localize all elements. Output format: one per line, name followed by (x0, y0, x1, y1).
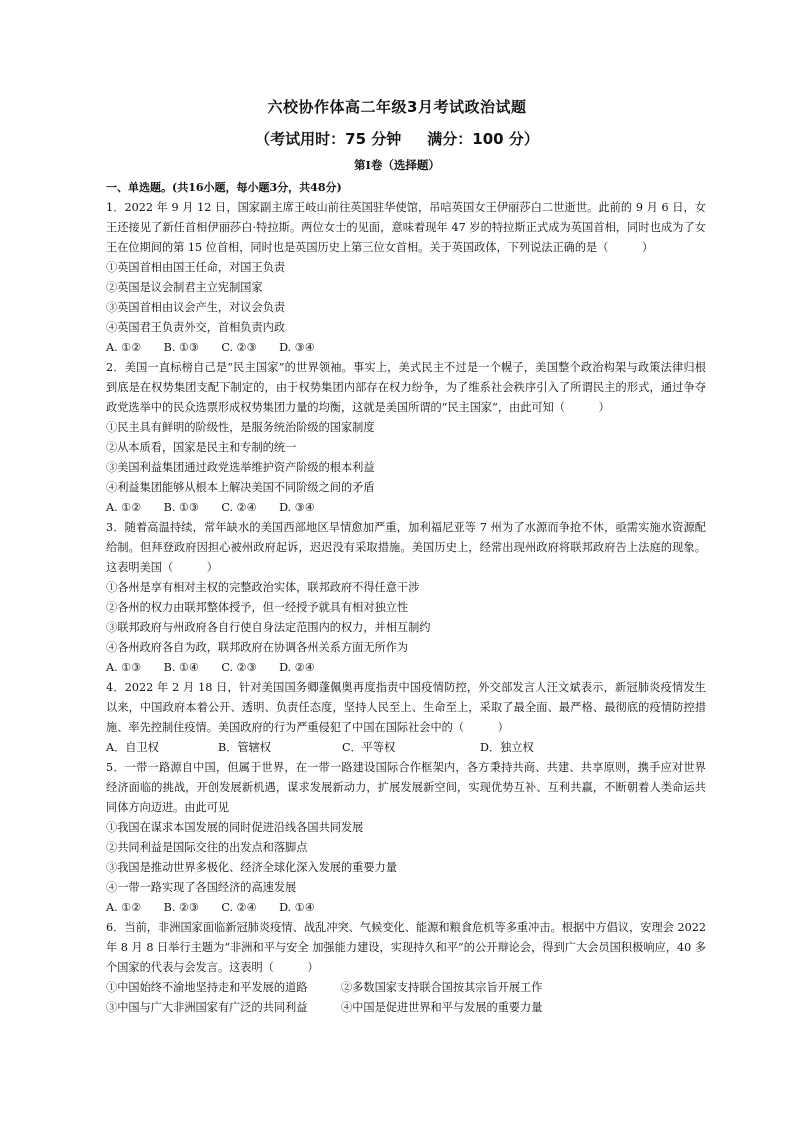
exam-subtitle (0, 128, 794, 149)
question-item: ②各州的权力由联邦整体授予，但一经授予就具有相对独立性 (106, 601, 409, 614)
answer-choices: A. ①② B. ①③ C. ②④ D. ③④ (106, 501, 315, 514)
question-list (106, 178, 706, 1018)
question-item: ③中国与广大非洲国家有广泛的共同利益 (106, 1001, 308, 1014)
question-stem: 6．当前，非洲国家面临新冠肺炎疫情、战乱冲突、气候变化、能源和粮食危机等多重冲击。根据中方倡议，安理会 2022 年 8 月 8 日举行主题为“非洲和平与安全 加强能力建设，实现持久和平”的公开辩论会，得到广大会员国积极响应，40 多个国家的代表与会发言。这表明（ ） (106, 921, 706, 974)
question-item: ①我国在谋求本国发展的同时促进沿线各国共同发展 (106, 821, 364, 834)
question-item: ③我国是推动世界多极化、经济全球化深入发展的重要力量 (106, 861, 397, 874)
question-item: ④中国是促进世界和平与发展的重要力量 (341, 1001, 543, 1014)
question-item: ④各州政府各自为政，联邦政府在协调各州关系方面无所作为 (106, 641, 409, 654)
exam-time: （考试用时：75 分钟 (255, 130, 402, 148)
question-stem: 4．2022 年 2 月 18 日，针对美国国务卿蓬佩奥再度指责中国疫情防控，外交部发言人汪文斌表示，新冠肺炎疫情发生以来，中国政府本着公开、透明、负责任态度，坚持人民至上、生命至上，采取了最全面、最严格、最彻底的疫情防控措施、率先控制住疫情。美国政府的行为严重侵犯了中国在国际社会中的（ ） (106, 681, 706, 734)
question-stem: 3．随着高温持续，常年缺水的美国西部地区旱情愈加严重，加利福尼亚等 7 州为了水源而争抢不休，亟需实施水资源配给制。但拜登政府因担心被州政府起诉，迟迟没有采取措施。美国历史上，经常出现州政府将联邦政府告上法庭的现象。这表明美国（ ） (106, 521, 706, 574)
question-item: ②共同利益是国际交往的出发点和落脚点 (106, 841, 308, 854)
answer-choices: A. ①② B. ①③ C. ②③ D. ③④ (106, 341, 315, 354)
question-item: ③美国利益集团通过政党选举维护资产阶级的根本利益 (106, 461, 375, 474)
question-item: ③英国首相由议会产生，对议会负责 (106, 301, 286, 314)
question-stem: 5．一带一路源自中国，但属于世界，在一带一路建设国际合作框架内，各方秉持共商、共建、共享原则，携手应对世界经济面临的挑战，开创发展新机遇，谋求发展新动力，扩展发展新空间，实现优势互补、互利共赢，不断朝着人类命运共同体方向迈进。由此可见 (106, 761, 706, 814)
choice-b: B．管辖权 (218, 741, 271, 754)
question-stem: 1．2022 年 9 月 12 日，国家副主席王岐山前往英国驻华使馆，吊唁英国女王伊丽莎白二世逝世。此前的 9 月 6 日，女王还接见了新任首相伊丽莎白·特拉斯。两位女士的见面，意味着现年 47 岁的特拉斯正式成为英国首相，同时也成为了女王在位期间的第 15 位首相，同时也是英国历史上第三位女首相。关于英国政体，下列说法正确的是（ ） (106, 201, 706, 254)
question-3 (106, 518, 706, 678)
question-item: ①英国首相由国王任命，对国王负责 (106, 261, 286, 274)
question-item: ②英国是议会制君主立宪制国家 (106, 281, 263, 294)
answer-choices: A. ①③ B. ①④ C. ②③ D. ②④ (106, 661, 315, 674)
volume-heading: 第Ⅰ卷（选择题） (354, 158, 440, 172)
question-item: ③联邦政府与州政府各自行使自身法定范围内的权力，并相互制约 (106, 621, 431, 634)
question-2 (106, 358, 706, 518)
choice-d: D．独立权 (480, 741, 534, 754)
question-4 (106, 678, 706, 758)
question-stem: 2．美国一直标榜自己是“民主国家”的世界领袖。事实上，美式民主不过是一个幌子，美国整个政治构架与政策法律归根到底是在权势集团支配下制定的，由于权势集团内部存在权力纷争，为了维系社会秩序引入了所谓民主的形式，通过争夺政党选举中的民众选票形成权势集团力量的均衡，这就是美国所谓的“民主国家”，由此可知（ ） (106, 361, 706, 414)
question-item: ②从本质看，国家是民主和专制的统一 (106, 441, 297, 454)
question-item: ④一带一路实现了各国经济的高速发展 (106, 881, 297, 894)
question-item: ②多数国家支持联合国按其宗旨开展工作 (341, 981, 543, 994)
question-item: ④英国君王负责外交，首相负责内政 (106, 321, 286, 334)
full-score: 满分：100 分） (427, 130, 539, 148)
item-row (106, 998, 706, 1018)
item-row (106, 978, 706, 998)
exam-title: 六校协作体高二年级3月考试政治试题 (267, 98, 527, 116)
question-1 (106, 198, 706, 358)
question-item: ④利益集团能够从根本上解决美国不同阶级之间的矛盾 (106, 481, 375, 494)
question-item: ①各州是享有相对主权的完整政治实体，联邦政府不得任意干涉 (106, 581, 420, 594)
question-item: ①民主具有鲜明的阶级性，是服务统治阶级的国家制度 (106, 421, 375, 434)
choice-a: A．自卫权 (106, 741, 159, 754)
part-heading: 一、单选题。(共16小题，每小题3分，共48分) (106, 181, 342, 194)
question-item: ①中国始终不渝地坚持走和平发展的道路 (106, 981, 308, 994)
choice-c: C．平等权 (342, 741, 396, 754)
question-6 (106, 918, 706, 1018)
answer-choices (106, 738, 706, 758)
answer-choices: A. ①② B. ②③ C. ②④ D. ①④ (106, 901, 315, 914)
question-5 (106, 758, 706, 918)
